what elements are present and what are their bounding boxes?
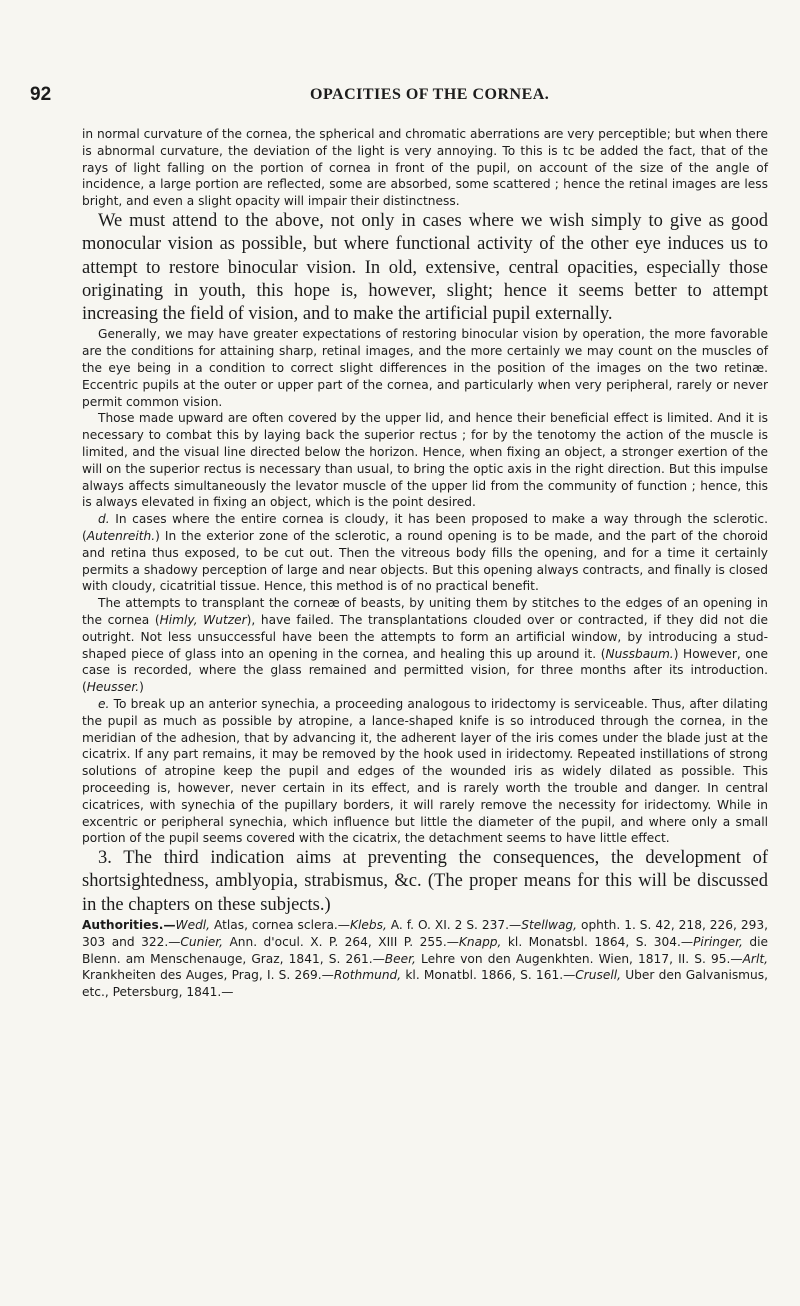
paragraph-upper-lid: Those made upward are often covered by the upper lid, and hence their beneficial effect is limited. And it is necessary to combat this by laying back the superior rectus ; for by the tenotomy the action of the muscle is limited, and the visual line directed below the horizon. Hence, when fixing an object, a stronger exertion of the will on the superior rectus is necessary than usual, to bring the optic axis in the right direction. But this impulse always affects simultaneously the levator muscle of the upper lid from the community of function ; hence, this is always elevated in fixing an object, which is the point desired.: [82, 411, 768, 510]
paragraph-aberrations: in normal curvature of the cornea, the spherical and chromatic aberrations are very perceptible; but when there is abnormal curvature, the deviation of the light is very annoying. To this is tc be added the fact, that of the rays of light falling on the portion of cornea in front of the pupil, on account of the size of the angle of incidence, a large portion are reflected, some are absorbed, some scattered ; hence the retinal images are less bright, and even a slight opacity will impair their distinctness.: [82, 127, 768, 209]
authorities-label: Authorities.—: [82, 918, 176, 933]
paragraph-third-indication: 3. The third indication aims at preventing the consequences, the development of shortsightedness, amblyopia, strabismus, &c. (The proper means for this will be discussed in the chapters on these subjects.): [82, 848, 768, 915]
section-letter-d: d.: [98, 512, 110, 527]
body-text: [82, 126, 768, 1001]
page-header: [30, 84, 770, 108]
page-number: 92: [30, 84, 52, 105]
paragraph-expectations: Generally, we may have greater expectations of restoring binocular vision by operation, the more favorable are the conditions for attaining sharp, retinal images, and the more certainly we may count on the muscles of the eye being in a condition to correct slight differences in the position of the images on the two retinæ. Eccentric pupils at the outer or upper part of the cornea, and particularly when very peripheral, rarely or never permit common vision.: [82, 327, 768, 409]
citation: Nussbaum.: [605, 646, 674, 661]
citation: Himly, Wutzer: [159, 613, 247, 628]
authorities-references: Authorities.—Wedl, Atlas, cornea sclera.—Klebs, A. f. O. XI. 2 S. 237.—Stellwag, ophth. 1. S. 42, 218, 226, 293, 303 and 322.—Cunier, Ann. d'ocul. X. P. 264, XIII P. 255.—Knapp, kl. Monatsbl. 1864, S. 304.—Piringer, die Blenn. am Menschenauge, Graz, 1841, S. 261.—Beer, Lehre von den Augenkhten. Wien, 1817, II. S. 95.—Arlt, Krankheiten des Auges, Prag, I. S. 269.—Rothmund, kl. Monatbl. 1866, S. 161.—Crusell, Uber den Galvanismus, etc., Petersburg, 1841.—: [82, 918, 769, 1000]
citation: Autenreith.: [86, 529, 156, 544]
paragraph-binocular-vision: We must attend to the above, not only in cases where we wish simply to give as good monocular vision as possible, but where functional activity of the other eye induces us to attempt to restore binocular vision. In old, extensive, central opacities, especially those originating in youth, this hope is, however, slight; hence it seems better to attempt increasing the field of vision, and to make the artificial pupil externally.: [82, 210, 768, 325]
citation: Heusser.: [86, 680, 140, 695]
paragraph-transplant: The attempts to transplant the corneæ of beasts, by uniting them by stitches to the edges of an opening in the cornea (Himly, Wutzer), have failed. The transplantations clouded over or contracted, if they did not die outright. Not less unsuccessful have been the attempts to form an artificial window, by introducing a stud-shaped piece of glass into an opening in the cornea, and healing this up around it. (Nussbaum.) However, one case is recorded, where the glass remained and permitted vision, for three months after its introduction. (Heusser.): [82, 596, 768, 695]
paragraph-synechia: e. To break up an anterior synechia, a proceeding analogous to iridectomy is serviceable. Thus, after dilating the pupil as much as possible by atropine, a lance-shaped knife is so introduced through the cornea, in the meridian of the adhesion, that by advancing it, the adherent layer of the iris comes under the blade just at the cicatrix. If any part remains, it may be removed by the hook used in iridectomy. Repeated instillations of strong solutions of atropine keep the pupil and edges of the wounded iris as widely dilated as possible. This proceeding is, however, never certain in its effect, and is rarely worth the trouble and danger. In central cicatrices, with synechia of the pupillary borders, it will rarely remove the necessity for iridectomy. While in excentric or peripheral synechia, which influence but little the diameter of the pupil, and where only a small portion of the pupil seems covered with the cicatrix, the detachment seems to have little effect.: [82, 697, 768, 846]
paragraph-sclerotic: d. In cases where the entire cornea is cloudy, it has been proposed to make a way through the sclerotic. (Autenreith.) In the exterior zone of the sclerotic, a round opening is to be made, and the part of the choroid and retina thus exposed, to be cut out. Then the vitreous body fills the opening, and for a time it certainly permits a shadowy perception of large and near objects. But this opening always contracts, and finally is closed with cloudy, cicatritial tissue. Hence, this method is of no practical benefit.: [82, 512, 769, 594]
running-title: OPACITIES OF THE CORNEA.: [310, 86, 550, 103]
section-letter-e: e.: [98, 697, 110, 711]
